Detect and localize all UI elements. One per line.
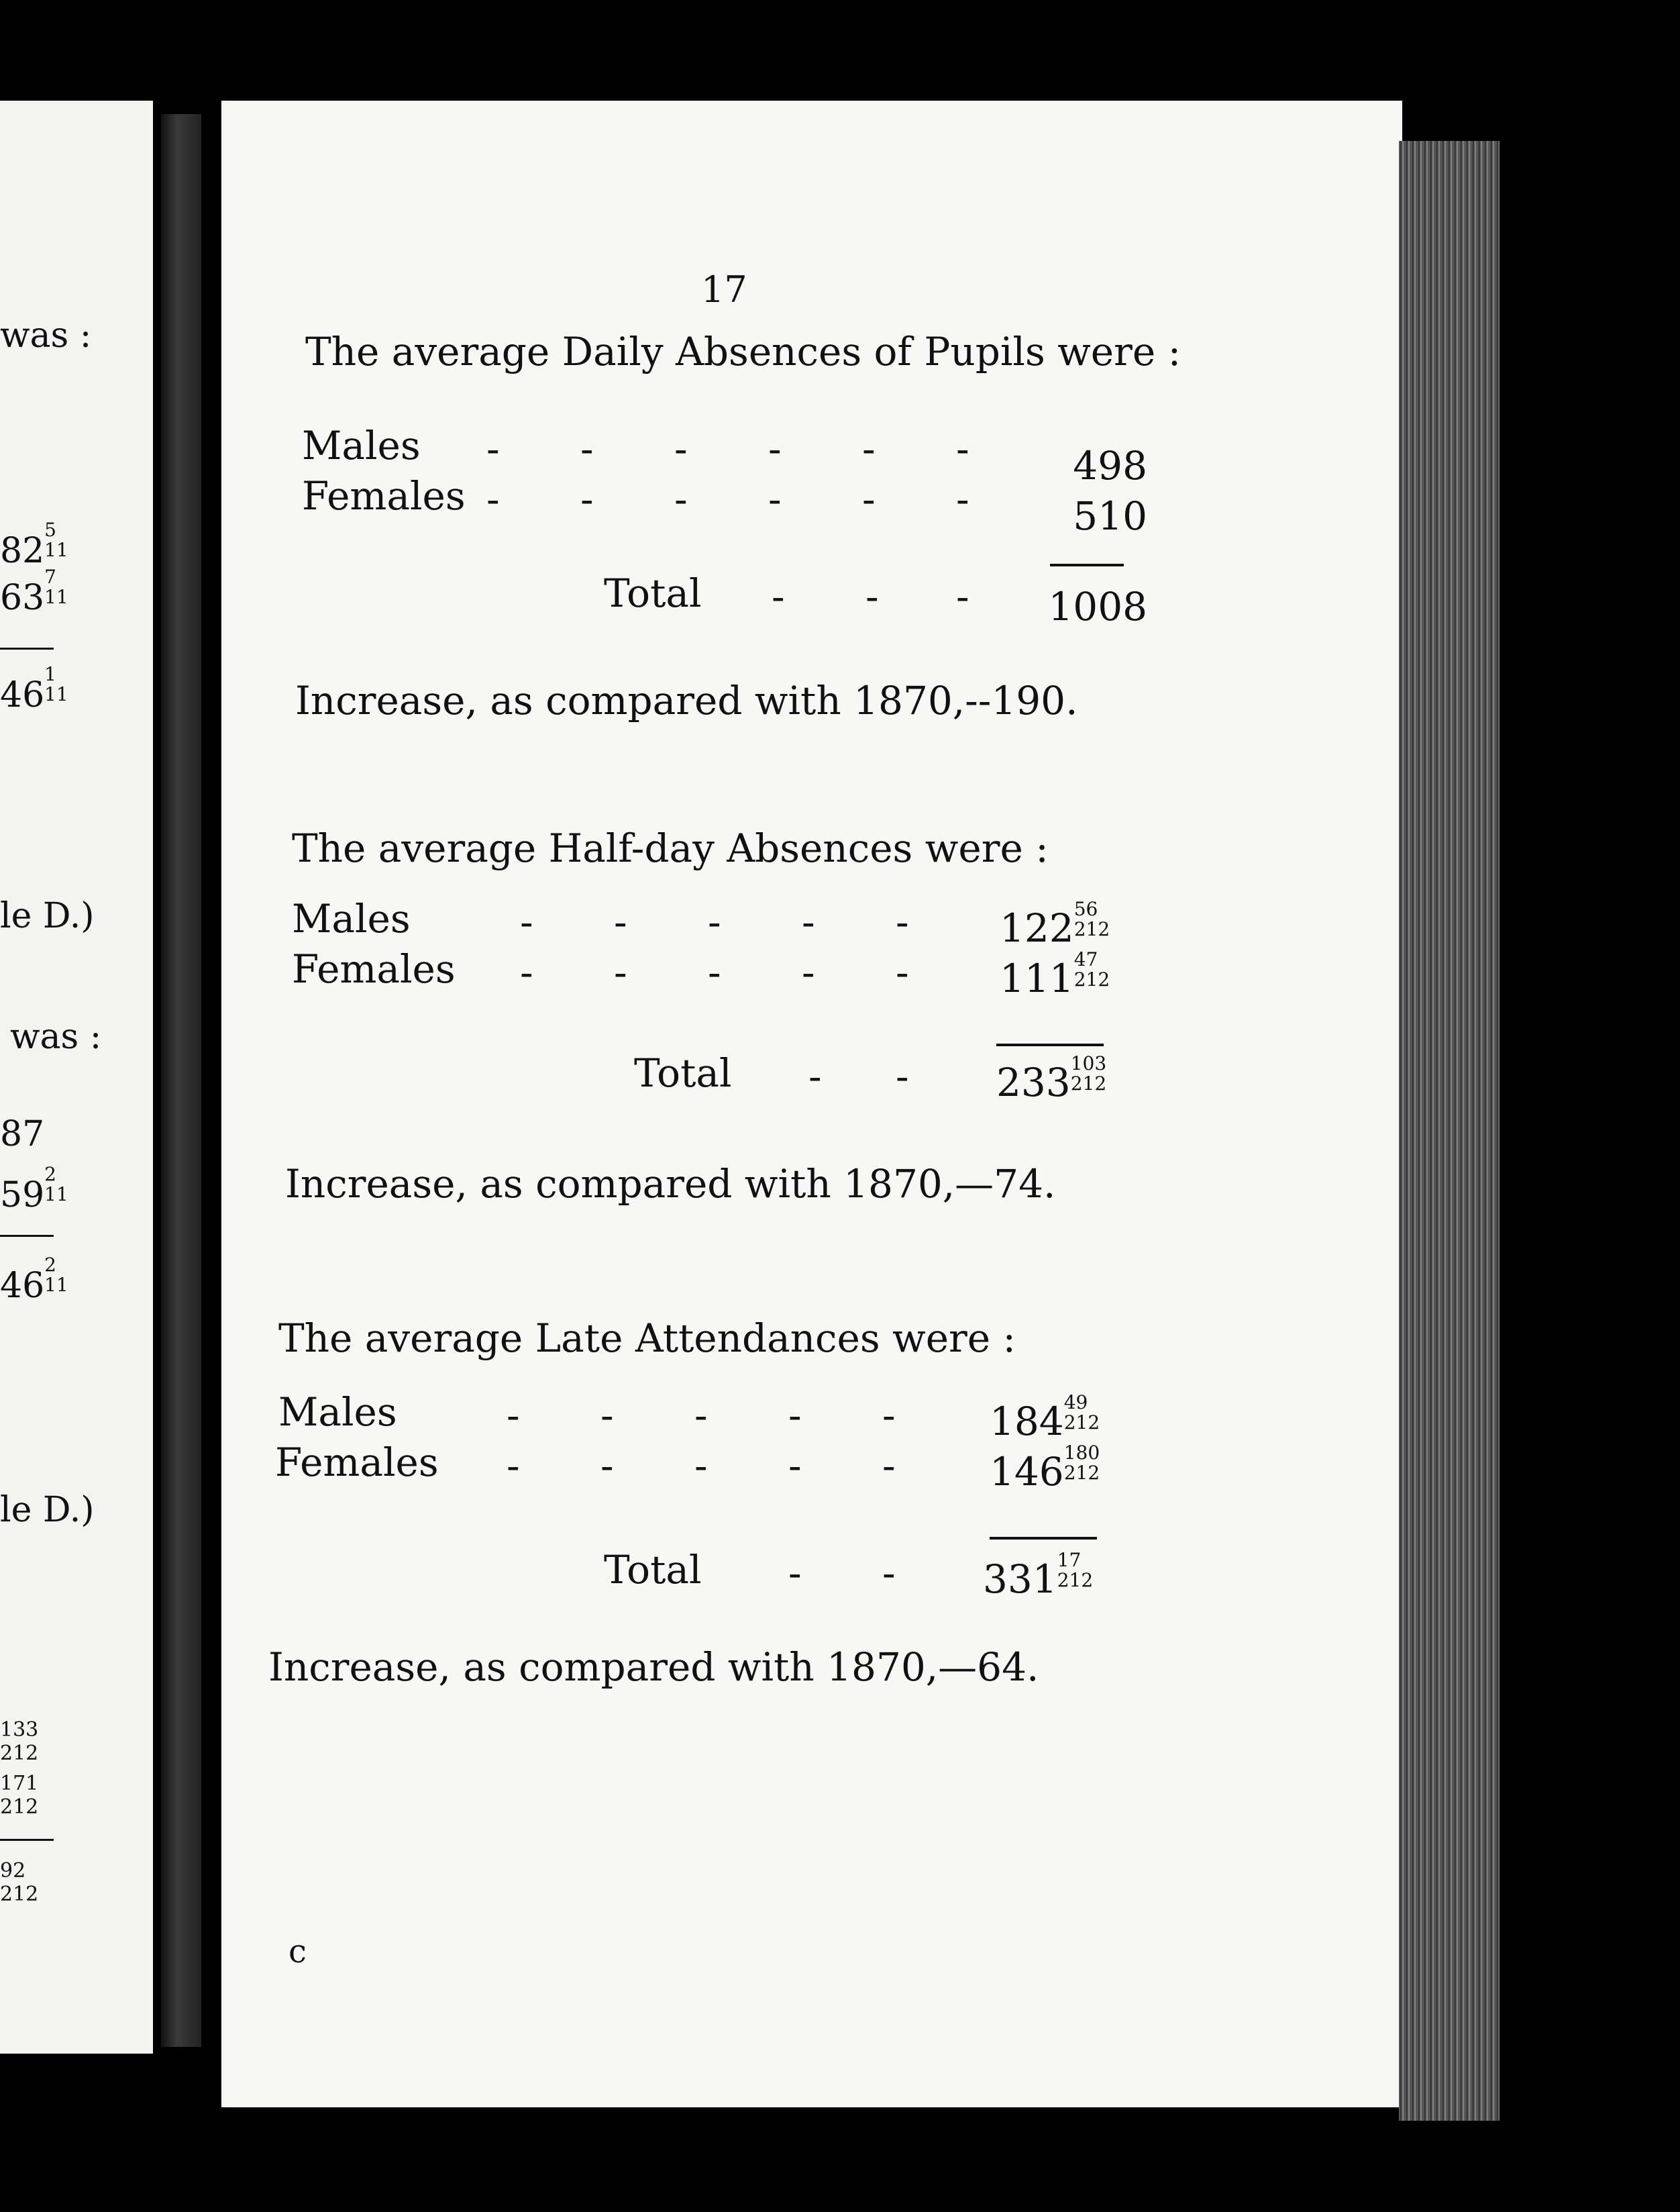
row-label: Males: [292, 896, 411, 942]
signature-mark: c: [288, 1933, 307, 1970]
dash: -: [896, 899, 909, 945]
page: [221, 101, 1402, 2107]
dash: -: [694, 1443, 708, 1489]
left-text: le D.): [0, 896, 95, 936]
dash: -: [600, 1393, 614, 1438]
dash: -: [600, 1443, 614, 1489]
left-text: was :: [10, 1017, 102, 1057]
dash: -: [896, 950, 909, 995]
row-label: Males: [302, 423, 421, 468]
row-value: 498: [1073, 443, 1147, 489]
row-value: 146 180 212: [990, 1442, 1100, 1495]
left-value: 59 2 11: [0, 1163, 68, 1215]
left-value: 87: [0, 1114, 45, 1154]
row-value: 510: [1073, 493, 1147, 539]
sum-rule: [990, 1537, 1097, 1540]
left-text: le D.): [0, 1490, 95, 1530]
page-number: 17: [701, 268, 747, 311]
dash: -: [520, 899, 533, 945]
dash: -: [788, 1443, 802, 1489]
row-label: Females: [302, 473, 466, 519]
dash: -: [882, 1393, 896, 1438]
total-label: Total: [634, 1050, 732, 1096]
dash: -: [694, 1393, 708, 1438]
section-heading: The average Half-day Absences were :: [292, 825, 1049, 871]
row-label: Males: [278, 1389, 397, 1435]
dash: -: [882, 1550, 896, 1596]
dash: -: [580, 476, 594, 522]
row-label: Females: [275, 1440, 439, 1485]
book-gutter: [161, 114, 201, 2047]
dash: -: [802, 950, 815, 995]
dash: -: [486, 426, 500, 472]
left-value: 46 2 11: [0, 1254, 68, 1306]
dash: -: [802, 899, 815, 945]
dash: -: [708, 950, 721, 995]
dash: -: [507, 1443, 520, 1489]
left-fraction: 92 212: [0, 1859, 39, 1906]
left-value: 63 7 11: [0, 566, 68, 618]
total-value: 331 17 212: [983, 1549, 1094, 1602]
left-text: was :: [0, 315, 92, 356]
section-heading: The average Daily Absences of Pupils were :: [305, 329, 1182, 374]
dash: -: [772, 574, 785, 619]
dash: -: [862, 476, 876, 522]
left-value: 82 5 11: [0, 519, 68, 571]
dash: -: [956, 426, 969, 472]
page-edge: [1399, 141, 1500, 2121]
increase-note: Increase, as compared with 1870,—64.: [268, 1644, 1039, 1690]
dash: -: [956, 574, 969, 619]
dash: -: [486, 476, 500, 522]
sum-rule: [996, 1044, 1104, 1046]
dash: -: [808, 1054, 822, 1099]
left-value: 46 1 11: [0, 663, 68, 715]
dash: -: [882, 1443, 896, 1489]
previous-page-fragment: [0, 101, 153, 2054]
dash: -: [507, 1393, 520, 1438]
dash: -: [674, 476, 688, 522]
dash: -: [865, 574, 879, 619]
dash: -: [674, 426, 688, 472]
dash: -: [520, 950, 533, 995]
total-label: Total: [604, 1547, 702, 1593]
left-fraction: 133 212: [0, 1718, 39, 1765]
dash: -: [580, 426, 594, 472]
sum-rule: [1050, 564, 1124, 566]
dash: -: [708, 899, 721, 945]
dash: -: [614, 950, 627, 995]
dash: -: [956, 476, 969, 522]
dash: -: [788, 1393, 802, 1438]
increase-note: Increase, as compared with 1870,--190.: [295, 678, 1078, 723]
dash: -: [862, 426, 876, 472]
row-value: 122 56 212: [1000, 898, 1110, 951]
row-label: Females: [292, 946, 456, 992]
left-fraction: 171 212: [0, 1772, 39, 1819]
total-value: 1008: [1048, 584, 1147, 630]
dash: -: [788, 1550, 802, 1596]
dash: -: [614, 899, 627, 945]
dash: -: [896, 1054, 909, 1099]
dash: -: [768, 426, 782, 472]
row-value: 111 47 212: [1000, 948, 1110, 1001]
left-rule: [0, 1235, 54, 1237]
total-value: 233 103 212: [996, 1052, 1107, 1105]
left-rule: [0, 1839, 54, 1841]
left-rule: [0, 648, 54, 650]
section-heading: The average Late Attendances were :: [278, 1315, 1016, 1361]
dash: -: [768, 476, 782, 522]
row-value: 184 49 212: [990, 1391, 1100, 1444]
total-label: Total: [604, 570, 702, 616]
increase-note: Increase, as compared with 1870,—74.: [285, 1161, 1056, 1207]
